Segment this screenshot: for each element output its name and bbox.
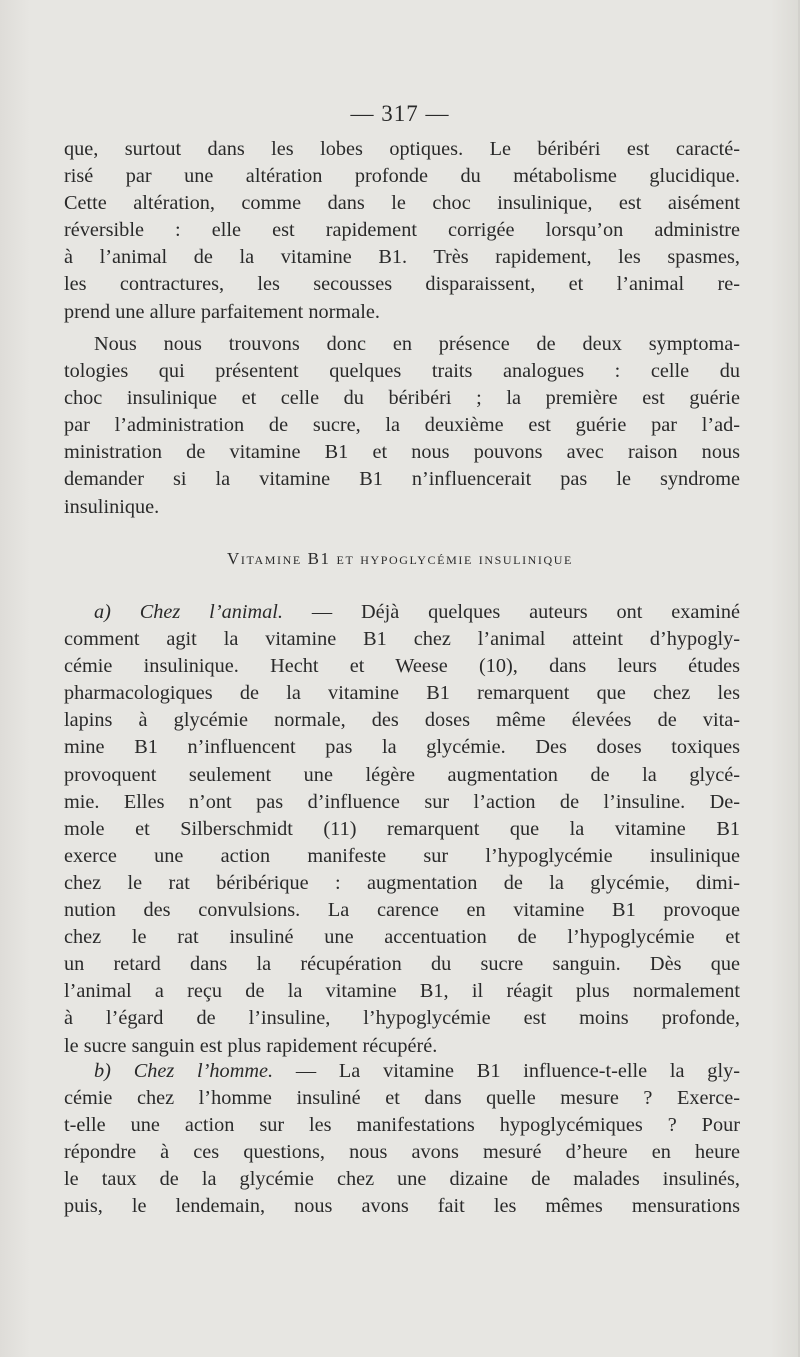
text-line: par l’administration de sucre, la deuxième est guérie par l’ad- [64, 414, 740, 437]
text-line: le sucre sanguin est plus rapidement récupéré. [64, 1034, 438, 1057]
text-line: un retard dans la récupération du sucre sanguin. Dès que [64, 953, 740, 976]
page-number: — 317 — [350, 101, 450, 126]
section-b-first-line [64, 1058, 740, 1085]
text-line: lapins à glycémie normale, des doses même élevées de vita- [64, 709, 740, 732]
text-line: que, surtout dans les lobes optiques. Le béribéri est caracté- [64, 138, 740, 160]
text-line: nution des convulsions. La carence en vitamine B1 provoque [64, 899, 740, 922]
text-line: le taux de la glycémie chez une dizaine de malades insulinés, [64, 1168, 740, 1191]
text-line: cémie insulinique. Hecht et Weese (10), dans leurs études [64, 655, 740, 678]
text-line: répondre à ces questions, nous avons mesuré d’heure en heure [64, 1141, 740, 1164]
text-line: réversible : elle est rapidement corrigée lorsqu’on administre [64, 219, 740, 242]
text-line: prend une allure parfaitement normale. [64, 300, 380, 323]
text-line: insulinique. [64, 495, 160, 518]
section-heading: Vitamine B1 et hypoglycémie insulinique [227, 549, 573, 568]
text-line: provoquent seulement une légère augmentation de la glycé- [64, 763, 740, 786]
paragraph-1 [64, 136, 740, 326]
section-b-title: Chez l’homme. [133, 1060, 274, 1082]
section-b-label: b) [94, 1060, 111, 1082]
text-line: chez le rat béribérique : augmentation de la glycémie, dimi- [64, 871, 740, 894]
text-line: à l’animal de la vitamine B1. Très rapidement, les spasmes, [64, 246, 740, 269]
text-line: pharmacologiques de la vitamine B1 remarquent que chez les [64, 682, 740, 705]
section-b [64, 1058, 740, 1221]
text-line: l’animal a reçu de la vitamine B1, il réagit plus normalement [64, 980, 740, 1003]
text-line: mie. Elles n’ont pas d’influence sur l’action de l’insuline. De- [64, 790, 740, 813]
text-line: ministration de vitamine B1 et nous pouvons avec raison nous [64, 441, 740, 464]
text-line: les contractures, les secousses disparaissent, et l’animal re- [64, 273, 740, 296]
text-line: exerce une action manifeste sur l’hypoglycémie insulinique [64, 844, 740, 867]
text-line: tologies qui présentent quelques traits analogues : celle du [64, 360, 740, 383]
text-line: cémie chez l’homme insuliné et dans quelle mesure ? Exerce- [64, 1087, 740, 1110]
text-line: à l’égard de l’insuline, l’hypoglycémie est moins profonde, [64, 1007, 740, 1030]
text-line: choc insulinique et celle du béribéri ; la première est guérie [64, 387, 740, 410]
text-line: puis, le lendemain, nous avons fait les mêmes mensurations [64, 1195, 740, 1218]
text-line: mine B1 n’influencent pas la glycémie. Des doses toxiques [64, 736, 740, 759]
text-line: Cette altération, comme dans le choc insulinique, est aisément [64, 192, 740, 215]
section-b-first-line-text: — La vitamine B1 influence-t-elle la gly- [295, 1060, 740, 1082]
section-a-title: Chez l’animal. [139, 601, 283, 623]
text-line: t-elle une action sur les manifestations hypoglycémiques ? Pour [64, 1114, 740, 1137]
section-a-first-line-text: — Déjà quelques auteurs ont examiné [311, 601, 740, 623]
paragraph-2 [64, 331, 740, 521]
text-line: risé par une altération profonde du métabolisme glucidique. [64, 165, 740, 188]
section-a [64, 599, 740, 1060]
section-a-first-line [64, 599, 740, 626]
text-line: mole et Silberschmidt (11) remarquent que la vitamine B1 [64, 817, 740, 840]
text-line: chez le rat insuliné une accentuation de l’hypoglycémie et [64, 926, 740, 949]
section-a-label: a) [94, 601, 111, 623]
text-line: demander si la vitamine B1 n’influencerait pas le syndrome [64, 468, 740, 491]
text-line: comment agit la vitamine B1 chez l’animal atteint d’hypogly- [64, 628, 740, 651]
text-line: Nous nous trouvons donc en présence de deux symptoma- [94, 333, 740, 355]
